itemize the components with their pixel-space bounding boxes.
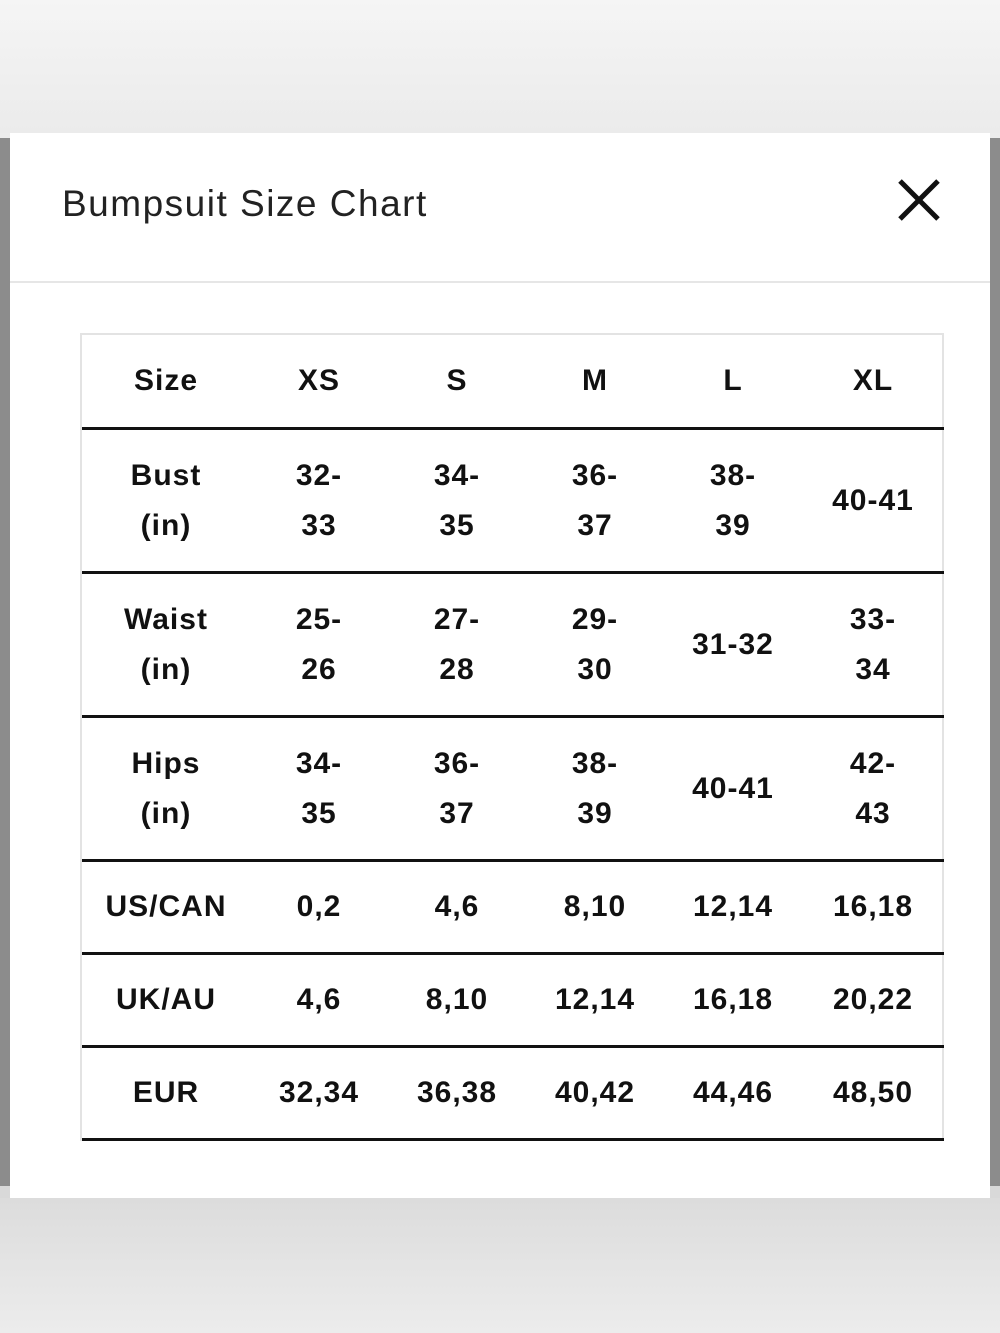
table-row-uk-au [82, 954, 944, 1047]
cell-line: 31-32 [692, 627, 774, 661]
cell-line: 33- [849, 602, 897, 636]
cell-line: 38- [709, 458, 757, 492]
table-row-hips [82, 717, 944, 861]
header-cell: M [526, 335, 664, 429]
table-cell [664, 573, 802, 717]
modal-title: Bumpsuit Size Chart [62, 183, 428, 224]
page-backdrop-bottom [0, 1198, 1000, 1333]
header-cell: XL [802, 335, 944, 429]
cell-line: 34- [433, 458, 481, 492]
cell-line: 28 [439, 652, 475, 686]
cell-line: 42- [849, 746, 897, 780]
header-cell: Size [82, 335, 250, 429]
cell-line: 36- [571, 458, 619, 492]
row-label-cell [82, 717, 250, 861]
table-cell [250, 573, 388, 717]
size-table [82, 335, 944, 1141]
row-label-line: Bust [130, 458, 202, 492]
table-cell: 44,46 [664, 1047, 802, 1140]
cell-line: 30 [577, 652, 613, 686]
cell-line: 40-41 [832, 483, 914, 517]
cell-line: 33 [301, 508, 337, 542]
cell-line: 38- [571, 746, 619, 780]
table-header-row [82, 335, 944, 429]
size-table-container [80, 333, 944, 1141]
page-backdrop-top [0, 0, 1000, 133]
cell-line: 39 [715, 508, 751, 542]
header-cell: L [664, 335, 802, 429]
row-label-cell: EUR [82, 1047, 250, 1140]
cell-line: 40-41 [692, 771, 774, 805]
row-label-cell [82, 429, 250, 573]
row-label-unit: (in) [140, 508, 192, 542]
cell-line: 27- [433, 602, 481, 636]
table-cell: 16,18 [664, 954, 802, 1047]
table-cell: 8,10 [526, 861, 664, 954]
header-cell: S [388, 335, 526, 429]
cell-line: 37 [577, 508, 613, 542]
table-cell: 12,14 [664, 861, 802, 954]
table-cell [526, 717, 664, 861]
table-cell [664, 429, 802, 573]
table-cell [526, 429, 664, 573]
row-label-line: Waist [124, 602, 208, 636]
table-cell [802, 717, 944, 861]
cell-line: 26 [301, 652, 337, 686]
row-label-cell: US/CAN [82, 861, 250, 954]
cell-line: 32- [295, 458, 343, 492]
table-cell [664, 717, 802, 861]
size-chart-modal [10, 133, 990, 1198]
cell-line: 25- [295, 602, 343, 636]
table-row-waist [82, 573, 944, 717]
cell-line: 34 [855, 652, 891, 686]
table-cell: 48,50 [802, 1047, 944, 1140]
table-cell: 0,2 [250, 861, 388, 954]
cell-line: 35 [301, 796, 337, 830]
close-x-icon [894, 175, 944, 225]
close-button[interactable] [894, 175, 944, 225]
cell-line: 43 [855, 796, 891, 830]
table-cell: 32,34 [250, 1047, 388, 1140]
backdrop-edge-right [990, 138, 1000, 1186]
table-cell: 4,6 [250, 954, 388, 1047]
cell-line: 35 [439, 508, 475, 542]
modal-header [10, 133, 990, 283]
table-cell: 20,22 [802, 954, 944, 1047]
table-cell [388, 573, 526, 717]
table-cell [388, 717, 526, 861]
table-cell [250, 717, 388, 861]
header-cell: XS [250, 335, 388, 429]
cell-line: 29- [571, 602, 619, 636]
row-label-unit: (in) [140, 652, 192, 686]
table-cell [388, 429, 526, 573]
table-cell: 36,38 [388, 1047, 526, 1140]
table-cell [526, 573, 664, 717]
row-label-cell [82, 573, 250, 717]
table-cell [250, 429, 388, 573]
table-cell: 8,10 [388, 954, 526, 1047]
table-cell: 12,14 [526, 954, 664, 1047]
cell-line: 39 [577, 796, 613, 830]
cell-line: 36- [433, 746, 481, 780]
row-label-cell: UK/AU [82, 954, 250, 1047]
table-cell: 40,42 [526, 1047, 664, 1140]
backdrop-edge-left [0, 138, 10, 1186]
row-label-unit: (in) [140, 796, 192, 830]
cell-line: 34- [295, 746, 343, 780]
table-cell [802, 573, 944, 717]
table-cell [802, 429, 944, 573]
table-cell: 4,6 [388, 861, 526, 954]
table-cell: 16,18 [802, 861, 944, 954]
row-label-line: Hips [131, 746, 201, 780]
table-row-bust [82, 429, 944, 573]
cell-line: 37 [439, 796, 475, 830]
table-row-us-can [82, 861, 944, 954]
table-row-eur [82, 1047, 944, 1140]
